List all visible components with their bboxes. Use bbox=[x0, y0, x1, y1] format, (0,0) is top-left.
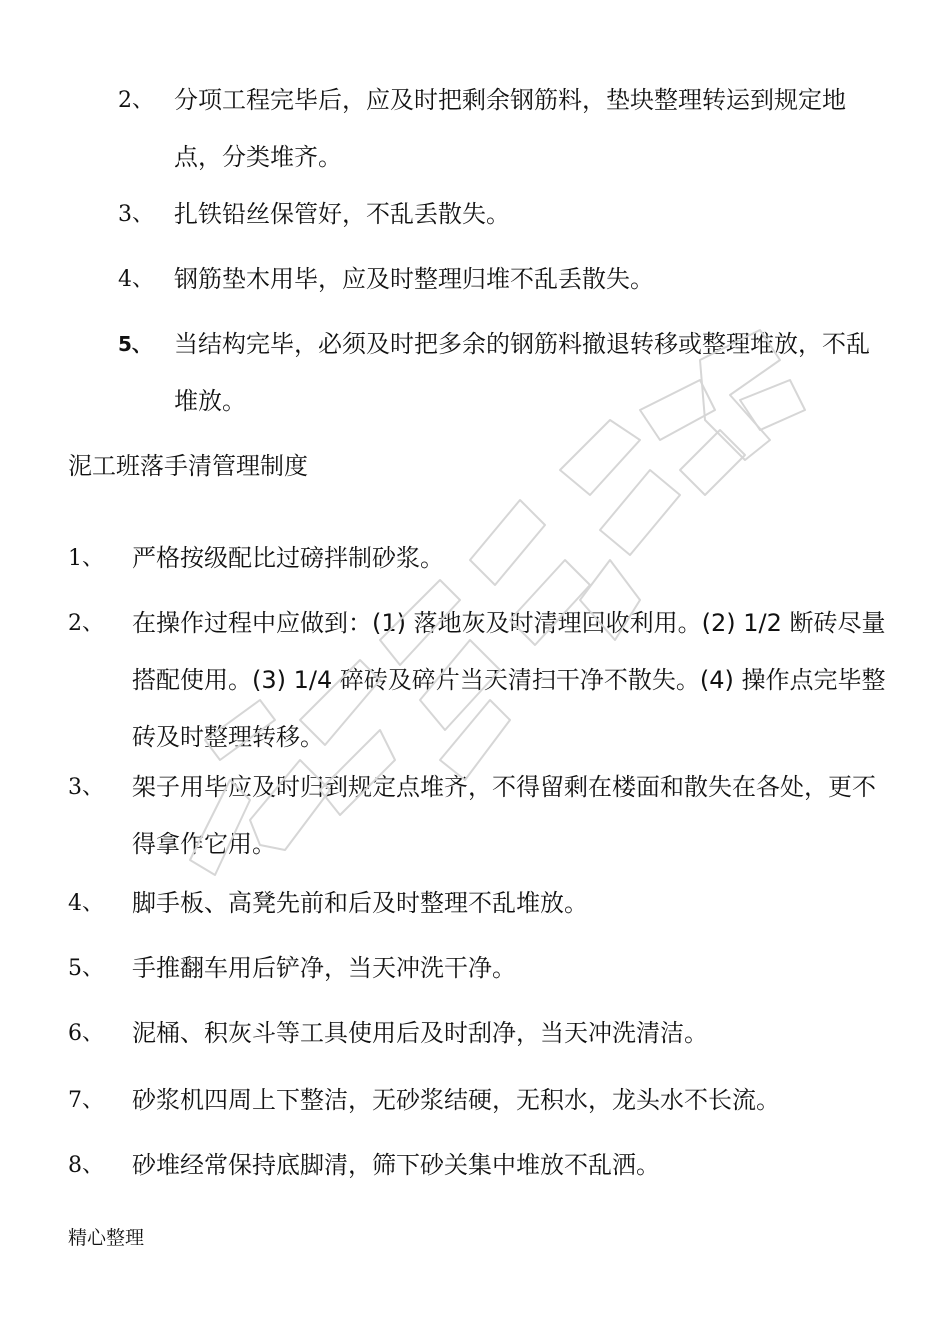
item-text: 砂堆经常保持底脚清，筛下砂关集中堆放不乱洒。 bbox=[132, 1151, 660, 1179]
item-text: 钢筋垫木用毕，应及时整理归堆不乱丢散失。 bbox=[174, 265, 654, 293]
item-text: 在操作过程中应做到：(1) 落地灰及时清理回收利用。(2) 1/2 断砖尽量搭配使用。(3) 1/4 碎砖及碎片当天清扫干净不散失。(4) 操作点完毕整砖及时整理转移。 bbox=[132, 609, 886, 751]
item-number: 3、 bbox=[118, 202, 154, 227]
item-text: 泥桶、积灰斗等工具使用后及时刮净，当天冲洗清洁。 bbox=[132, 1019, 708, 1047]
item-text: 当结构完毕，必须及时把多余的钢筋料撤退转移或整理堆放，不乱堆放。 bbox=[174, 330, 870, 415]
item-text: 脚手板、高凳先前和后及时整理不乱堆放。 bbox=[132, 889, 588, 917]
item-number: 4、 bbox=[68, 891, 104, 916]
item-number: 5、 bbox=[68, 956, 104, 981]
item-text: 砂浆机四周上下整洁，无砂浆结硬，无积水，龙头水不长流。 bbox=[132, 1086, 780, 1114]
item-text: 架子用毕应及时归到规定点堆齐，不得留剩在楼面和散失在各处，更不得拿作它用。 bbox=[132, 773, 876, 858]
section-heading: 泥工班落手清管理制度 bbox=[68, 452, 308, 480]
item-number: 6、 bbox=[68, 1021, 104, 1046]
item-number: 2、 bbox=[118, 88, 154, 113]
item-number: 5、 bbox=[118, 332, 152, 356]
item-text: 手推翻车用后铲净，当天冲洗干净。 bbox=[132, 954, 516, 982]
item-text: 严格按级配比过磅拌制砂浆。 bbox=[132, 544, 444, 572]
item-number: 8、 bbox=[68, 1153, 104, 1178]
item-number: 2、 bbox=[68, 611, 104, 636]
item-number: 3、 bbox=[68, 775, 104, 800]
item-text: 分项工程完毕后，应及时把剩余钢筋料，垫块整理转运到规定地点，分类堆齐。 bbox=[174, 86, 846, 171]
item-number: 1、 bbox=[68, 546, 104, 571]
item-number: 4、 bbox=[118, 267, 154, 292]
page-footer: 精心整理 bbox=[68, 1227, 145, 1249]
item-number: 7、 bbox=[68, 1088, 104, 1113]
item-text: 扎铁铅丝保管好，不乱丢散失。 bbox=[174, 200, 510, 228]
